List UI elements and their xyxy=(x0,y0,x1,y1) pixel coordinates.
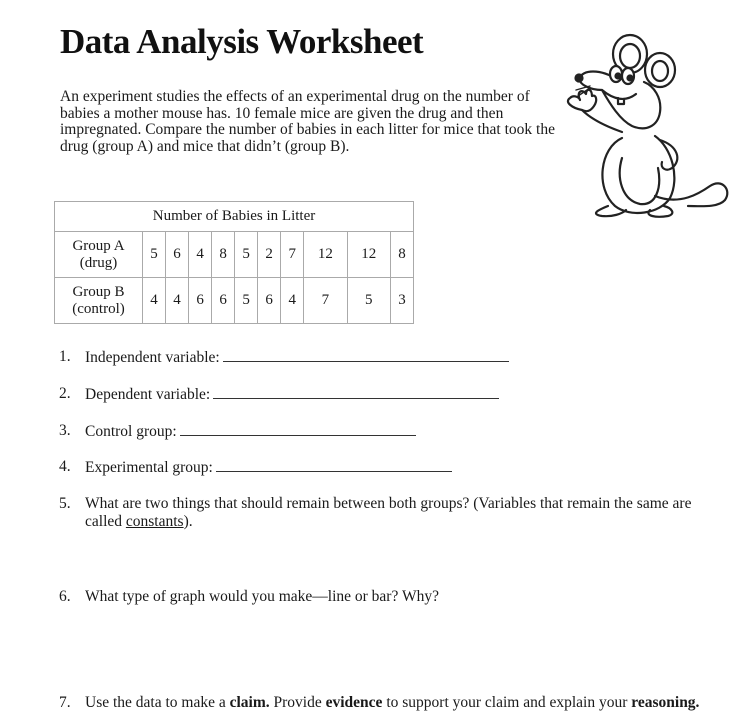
table-cell: 4 xyxy=(189,232,212,278)
row-label-group-b: Group B (control) xyxy=(55,278,143,324)
litter-data-table xyxy=(54,201,414,324)
table-header: Number of Babies in Litter xyxy=(55,202,414,232)
question-5: 5. What are two things that should remain between both groups? (Variables that remain the same are called constants). xyxy=(59,495,719,531)
question-3: 3. Control group: xyxy=(59,422,416,441)
question-5-text: What are two things that should remain between both groups? (Variables that remain the same are called constants). xyxy=(85,495,692,530)
table-cell: 12 xyxy=(304,232,347,278)
question-1-text: Independent variable: xyxy=(85,349,220,366)
answer-blank-2[interactable] xyxy=(213,385,499,399)
table-cell: 6 xyxy=(212,278,235,324)
table-cell: 12 xyxy=(347,232,390,278)
answer-blank-3[interactable] xyxy=(180,422,416,436)
table-cell: 2 xyxy=(258,232,281,278)
table-cell: 4 xyxy=(281,278,304,324)
table-cell: 6 xyxy=(258,278,281,324)
answer-blank-1[interactable] xyxy=(223,348,509,362)
table-cell: 4 xyxy=(143,278,166,324)
table-cell: 6 xyxy=(166,232,189,278)
table-cell: 5 xyxy=(235,232,258,278)
table-cell: 3 xyxy=(390,278,413,324)
intro-paragraph: An experiment studies the effects of an experimental drug on the number of babies a mother mouse has. 10 female mice are given the drug and then impregnated. Compare the number of babies in each litter for mice that took the drug (group A) and mice that didn’t (group B). xyxy=(60,88,555,155)
cartoon-mouse-illustration xyxy=(560,28,735,218)
table-cell: 4 xyxy=(166,278,189,324)
table-cell: 6 xyxy=(189,278,212,324)
question-7-text: Use the data to make a claim. Provide evidence to support your claim and explain your reasoning. xyxy=(85,694,700,711)
table-cell: 7 xyxy=(281,232,304,278)
table-row-group-b xyxy=(55,278,414,324)
worksheet-title: Data Analysis Worksheet xyxy=(60,22,424,61)
table-cell: 5 xyxy=(347,278,390,324)
table-cell: 5 xyxy=(235,278,258,324)
question-1: 1. Independent variable: xyxy=(59,348,509,367)
question-2: 2. Dependent variable: xyxy=(59,385,499,404)
question-7: 7. Use the data to make a claim. Provide evidence to support your claim and explain your reasoning. xyxy=(59,694,719,712)
answer-blank-4[interactable] xyxy=(216,458,452,472)
row-label-group-a: Group A (drug) xyxy=(55,232,143,278)
question-2-text: Dependent variable: xyxy=(85,386,211,403)
table-cell: 7 xyxy=(304,278,347,324)
table-cell: 5 xyxy=(143,232,166,278)
table-row-group-a xyxy=(55,232,414,278)
question-3-text: Control group: xyxy=(85,423,177,440)
question-6: 6. What type of graph would you make—line or bar? Why? xyxy=(59,588,439,605)
question-4: 4. Experimental group: xyxy=(59,458,452,477)
question-6-text: What type of graph would you make—line or bar? Why? xyxy=(85,588,439,605)
constants-term: constants xyxy=(125,513,184,530)
question-4-text: Experimental group: xyxy=(85,459,213,476)
table-cell: 8 xyxy=(390,232,413,278)
table-cell: 8 xyxy=(212,232,235,278)
